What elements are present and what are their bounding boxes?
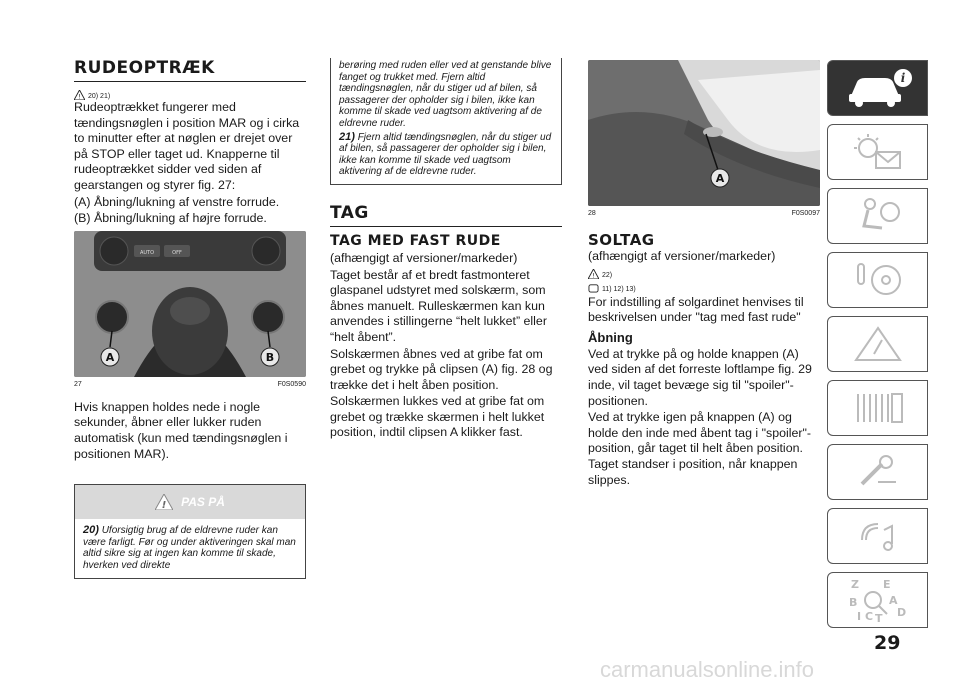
figure-27-caption [74,381,306,388]
warning-triangle-icon [155,494,173,510]
tab-steering[interactable] [827,252,928,308]
fig-auto-label: AUTO [139,249,155,256]
item-b: (B) Åbning/lukning af højre forrude. [74,211,267,226]
title-rule [330,226,562,227]
car-info-icon [843,68,913,108]
soltag-note: (afhængigt af versioner/markeder) [588,249,776,263]
media-icon [848,516,908,556]
svg-text:i: i [900,71,905,85]
steering-wheel-icon [848,260,908,300]
fig-off-label: OFF [172,249,182,256]
svg-text:B: B [848,596,857,609]
warning-21-text: Fjern altid tændingsnøglen, når du stiger ud af bilen, så passagerer der opholder sig i bilen, ikke kan komme til skade ved uagtsom aktivering af de eldrevne ruder. [339,131,552,178]
figure-27-image [74,231,306,377]
info-hand-icon [588,283,599,293]
figure-28-caption [588,210,820,217]
soltag-paragraph-2: Ved at trykke på og holde knappen (A) ved siden af det forreste loftlampe fig. 29 inde, vil taget bevæge sig til "spoiler"-positionen. [588,346,812,408]
page-number: 29 [874,632,901,654]
soltag-refs-2 [588,279,820,293]
soltag-refs-1 [588,265,820,279]
warning-title: PAS PÅ [181,495,225,510]
refs-row [74,86,306,100]
warning-continued-body [331,58,561,184]
tab-service[interactable] [827,444,928,500]
warning-triangle-icon [588,269,599,279]
tag-note: (afhængigt af versioner/markeder) [330,250,518,265]
warning-box-20 [74,484,306,578]
svg-text:T: T [874,612,883,624]
warning-21 [339,132,555,178]
subsection-aabning: Åbning [588,329,633,345]
warning-box-continued [330,58,562,185]
warning-triangle-icon [74,90,85,100]
tab-car-info[interactable] [827,60,928,116]
section-title-rudeoptraek: RUDEOPTRÆK [74,58,215,78]
tag-paragraph-2: Solskærmen åbnes ved at gribe fat om grebet og trykke på clipsen (A) fig. 28 og trække det i helt åben position. [330,346,553,392]
soltag-paragraph-1: For indstilling af solgardinet henvises til beskrivelsen under "tag med fast rude" [588,294,804,325]
subsection-title: TAG MED FAST RUDE [330,232,501,249]
figure-28-sunroof [588,60,820,206]
watermark: carmanualsonline.info [600,657,815,682]
soltag-paragraph-3: Ved at trykke igen på knappen (A) og holde den inde med åbent tag i "spoiler"-position, går taget til helt åben position. Taget standser i position, når knappen slippes. [588,410,812,487]
refs-text: 20) 21) [88,93,111,100]
fig27-label-a: A [105,350,115,364]
soltag-refs-2-text: 11) 12) 13) [602,285,636,293]
tab-index[interactable] [827,572,928,628]
fig28-label-a: A [715,172,725,185]
tab-warning-lights[interactable] [827,124,928,180]
fig28-code: F0S0097 [791,210,820,217]
warning-box-head [75,485,305,519]
item-a: (A) Åbning/lukning af venstre forrude. [74,194,280,209]
svg-text:I: I [856,610,861,623]
chapter-tabs [827,60,928,636]
svg-text:D: D [896,606,906,619]
auto-paragraph: Hvis knappen holdes nede i nogle sekunder, åbner eller lukker ruden automatisk (kun med tændingsnøglen i positionen MAR). [74,399,288,461]
tab-road-warning[interactable] [827,316,928,372]
warning-body [75,519,305,577]
section-title-soltag: SOLTAG [588,231,655,249]
fig27-code: F0S0590 [277,380,306,388]
svg-text:Z: Z [850,578,859,591]
fig27-label-b: B [265,350,275,364]
fig28-number: 28 [588,210,596,217]
warning-21-number: 21) [339,130,355,143]
tab-airbag[interactable] [827,188,928,244]
tools-icon [848,388,908,428]
warning-text: Uforsigtig brug af de eldrevne ruder kan være farligt. Før og under aktiveringen skal man altid sikre sig at ingen kan komme til skade, hverken ved direkte [83,525,296,571]
warning-continued-text: berøring med ruden eller ved at genstande blive fanget og trukket med. Fjern altid tændingsnøglen, når du stiger ud af bilen, så passagerer der opholder sig i bilen, ikke kan komme til skade ved uagtsom aktivering af de eldrevne ruder. [339,60,552,129]
index-icon [843,576,913,624]
tab-tools[interactable] [827,380,928,436]
svg-text:E: E [882,578,891,591]
warning-lights-icon [848,132,908,172]
wrench-service-icon [848,452,908,492]
column-1 [74,58,306,579]
svg-text:!: ! [592,272,595,279]
intro-paragraph: Rudeoptrækket fungerer med tændingsnøglen i position MAR og i cirka to minutter efter at nøglen er drejet over på STOP eller taget ud. Knapperne til rudeoptrækket sidder ved siden af gearstangen og styrer fig. 27: [74,100,300,192]
svg-text:!: ! [161,500,167,511]
warning-number: 20) [83,524,99,537]
svg-text:!: ! [78,93,81,100]
title-rule [74,81,306,82]
svg-text:C: C [864,610,873,623]
column-2 [330,58,562,441]
figure-27-window-buttons [74,231,306,377]
column-3 [588,60,820,488]
soltag-refs-1-text: 22) [602,271,613,279]
section-title-tag: TAG [330,202,369,223]
tag-paragraph-1: Taget består af et bredt fastmonteret glaspanel udstyret med solskærm, som åbnes manuelt. Rulleskærmen kan kun anvendes i stillingerne “helt lukket” eller “helt åbent”. [330,267,547,344]
tab-media[interactable] [827,508,928,564]
svg-text:A: A [888,594,898,607]
figure-28-image [588,60,820,206]
airbag-seat-icon [848,196,908,236]
road-warning-icon [848,324,908,364]
tag-paragraph-3: Solskærmen lukkes ved at gribe fat om grebet og trække skærmen i helt lukket position, indtil clipsen A klikker fast. [330,394,545,440]
fig27-number: 27 [74,380,82,388]
